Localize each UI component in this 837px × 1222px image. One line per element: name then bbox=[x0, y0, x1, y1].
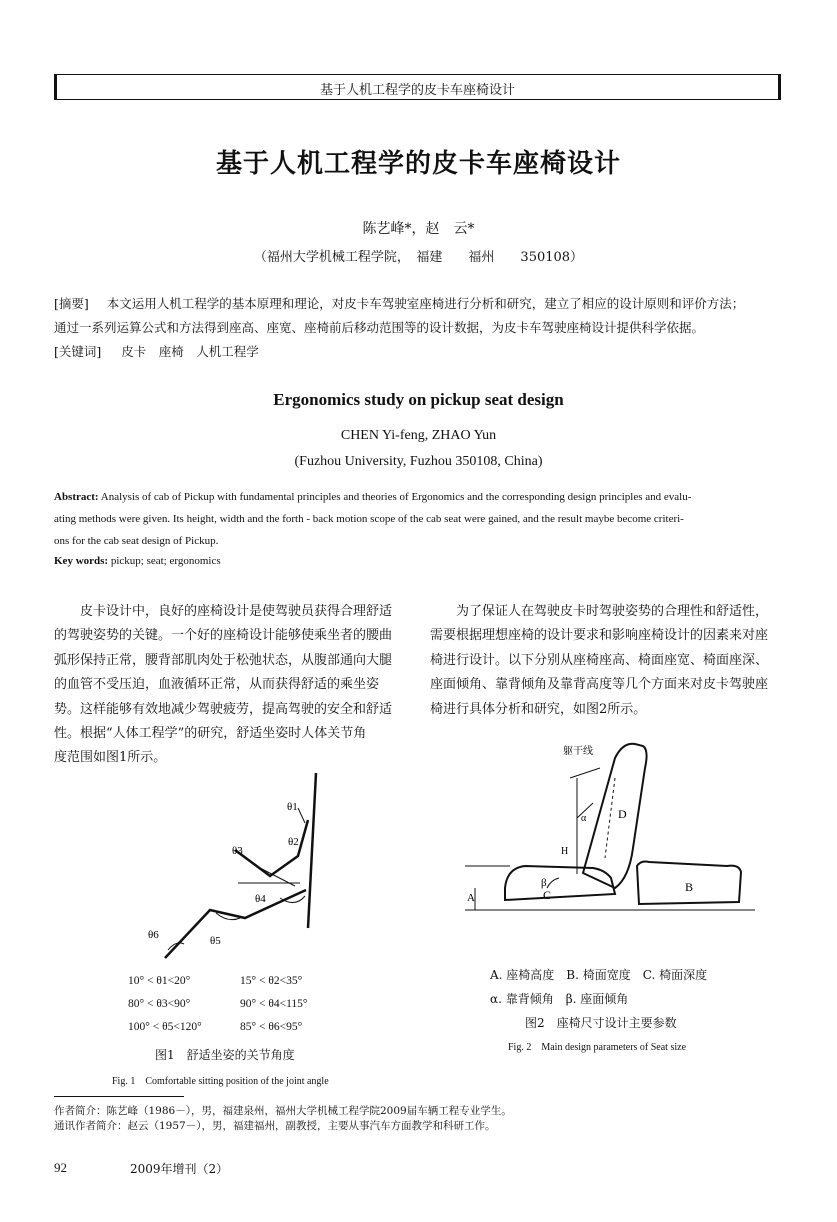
body-right-line: 为了保证人在驾驶皮卡时驾驶姿势的合理性和舒适性， bbox=[430, 604, 769, 619]
fig1-ranges bbox=[128, 970, 308, 1039]
fig1-range: 10° < θ1<20° bbox=[128, 975, 191, 987]
keywords-en-label: Key words: bbox=[54, 555, 109, 567]
keywords-cn-label: [关键词] bbox=[54, 344, 102, 359]
fig2-label-alpha: α bbox=[581, 813, 587, 824]
body-left-column bbox=[54, 600, 414, 771]
fig1-range: 85° < θ6<95° bbox=[240, 1021, 303, 1033]
figure-2-diagram bbox=[465, 738, 755, 923]
body-right-line: 椅进行设计。以下分别从座椅座高、椅面座宽、椅面座深、 bbox=[430, 652, 769, 668]
body-right-line: 椅进行具体分析和研究，如图2所示。 bbox=[430, 701, 647, 717]
body-left-line: 势。这样能够有效地减少驾驶疲劳，提高驾驶的安全和舒适 bbox=[54, 701, 393, 717]
keywords-cn-text: 皮卡 座椅 人机工程学 bbox=[121, 344, 259, 359]
body-right-column bbox=[430, 600, 795, 722]
fig1-label-theta2: θ2 bbox=[288, 836, 299, 848]
keywords-en-text: pickup; seat; ergonomics bbox=[110, 555, 221, 567]
fig2-legend-2: α. 靠背倾角 β. 座面倾角 bbox=[490, 992, 629, 1006]
arm-line bbox=[235, 820, 308, 876]
page-number: 92 bbox=[54, 1160, 67, 1175]
footnote-corresponding: 通讯作者简介：赵云（1957－），男，福建福州，副教授，主要从事汽车方面教学和科研工作。 bbox=[54, 1120, 496, 1132]
fig1-label-theta4: θ4 bbox=[255, 893, 266, 905]
fig2-label-beta: β bbox=[541, 877, 547, 889]
abstract-en-line3: ons for the cab seat design of Pickup. bbox=[54, 535, 219, 547]
affiliation-cn: （福州大学机械工程学院， 福建 福州 350108） bbox=[253, 250, 584, 265]
body-left-line: 弧形保持正常，腰背部肌肉处于松弛状态，从腹部通向大腿 bbox=[54, 652, 393, 668]
fig1-label-theta6: θ6 bbox=[148, 929, 159, 941]
paper-title-cn: 基于人机工程学的皮卡车座椅设计 bbox=[215, 149, 621, 179]
fig1-range: 80° < θ3<90° bbox=[128, 998, 191, 1010]
abstract-cn bbox=[54, 292, 794, 340]
authors-en: CHEN Yi-feng, ZHAO Yun bbox=[340, 428, 497, 443]
body-left-line: 性。根据“人体工程学”的研究，舒适坐姿时人体关节角 bbox=[54, 726, 367, 742]
paper-title-en: Ergonomics study on pickup seat design bbox=[273, 390, 564, 409]
footnotes bbox=[54, 1104, 512, 1134]
abstract-cn-line2: 通过一系列运算公式和方法得到座高、座宽、座椅前后移动范围等的设计数据，为皮卡车驾驶座椅设计提供科学依据。 bbox=[54, 320, 705, 335]
fig2-label-A: A bbox=[467, 892, 475, 904]
fig2-legend-1: A. 座椅高度 B. 椅面宽度 C. 椅面深度 bbox=[490, 968, 708, 982]
fig1-caption-cn: 图1 舒适坐姿的关节角度 bbox=[155, 1048, 295, 1062]
abstract-en-label: Abstract: bbox=[54, 491, 99, 503]
fig2-caption-cn: 图2 座椅尺寸设计主要参数 bbox=[525, 1016, 677, 1030]
body-left-line: 的血管不受压迫，血液循环正常，从而获得舒适的乘坐姿 bbox=[54, 677, 380, 693]
fig2-label-C: C bbox=[543, 888, 552, 902]
body-left-line: 度范围如图1所示。 bbox=[54, 750, 167, 766]
fig1-label-theta1: θ1 bbox=[287, 801, 298, 813]
keywords-en bbox=[54, 555, 221, 567]
seat-cushion-outline bbox=[505, 866, 615, 900]
fig2-label-B: B bbox=[685, 880, 694, 894]
body-right-line: 需要根据理想座椅的设计要求和影响座椅设计的因素来对座 bbox=[430, 628, 769, 644]
fig1-range: 100° < θ5<120° bbox=[128, 1021, 202, 1033]
body-left-line: 的驾驶姿势的关键。一个好的座椅设计能够使乘坐者的腰曲 bbox=[54, 628, 393, 644]
footnote-rule bbox=[54, 1096, 184, 1097]
fig2-caption-en: Fig. 2 Main design parameters of Seat size bbox=[508, 1042, 687, 1053]
body-left-line: 皮卡设计中，良好的座椅设计是使驾驶员获得合理舒适 bbox=[54, 604, 393, 619]
journal-issue: 2009年增刊（2） bbox=[130, 1162, 229, 1176]
figure-1-diagram bbox=[120, 768, 360, 968]
fig1-label-theta3: θ3 bbox=[232, 845, 243, 857]
affiliation-en: (Fuzhou University, Fuzhou 350108, China) bbox=[294, 454, 543, 469]
authors-cn: 陈艺峰*，赵 云* bbox=[362, 221, 475, 237]
body-right-line: 座面倾角、靠背倾角及靠背高度等几个方面来对皮卡驾驶座 bbox=[430, 677, 769, 693]
abstract-cn-line1: 本文运用人机工程学的基本原理和理论，对皮卡车驾驶室座椅进行分析和研究，建立了相应的设计原则和评价方法； bbox=[106, 296, 745, 311]
fig1-range: 15° < θ2<35° bbox=[240, 975, 303, 987]
torso-line bbox=[308, 773, 316, 928]
footnote-author: 作者简介：陈艺峰（1986－），男，福建泉州，福州大学机械工程学院2009届车辆工程专业学生。 bbox=[54, 1105, 512, 1117]
fig2-label-H: H bbox=[561, 846, 569, 857]
abstract-cn-label: [摘要] bbox=[54, 296, 89, 311]
fig1-label-theta5: θ5 bbox=[210, 935, 221, 947]
keywords-cn bbox=[54, 340, 259, 364]
fig1-caption-en: Fig. 1 Comfortable sitting position of the joint angle bbox=[112, 1076, 329, 1087]
fig2-label-D: D bbox=[618, 807, 627, 821]
running-header: 基于人机工程学的皮卡车座椅设计 bbox=[319, 83, 515, 98]
fig2-label-torso-line: 躯干线 bbox=[563, 746, 593, 757]
abstract-en bbox=[54, 486, 794, 552]
fig1-range: 90° < θ4<115° bbox=[240, 998, 308, 1010]
abstract-en-line1: Analysis of cab of Pickup with fundamental principles and theories of Ergonomics and the corresponding design principles and evalu- bbox=[100, 491, 692, 503]
abstract-en-line2: ating methods were given. Its height, width and the forth - back motion scope of the cab seat were gained, and the result maybe become criteri- bbox=[54, 513, 684, 525]
